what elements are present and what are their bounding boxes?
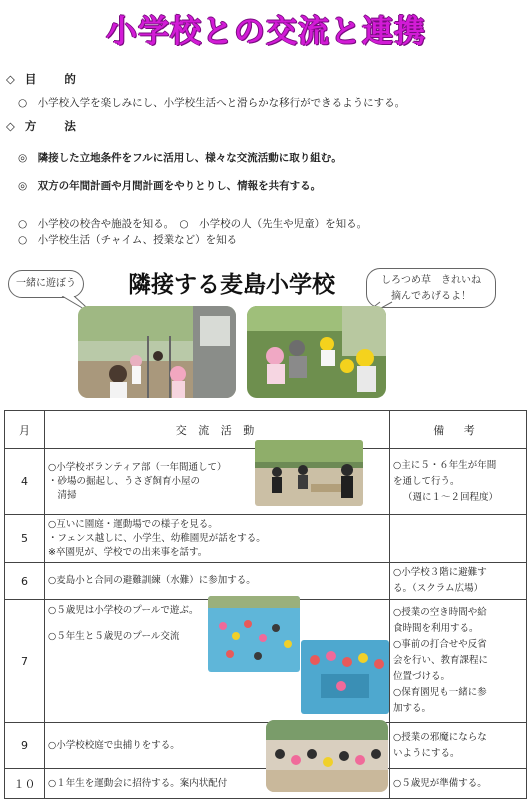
remarks-line: （週に１～２回程度） xyxy=(403,491,499,503)
method-item: ◎ 隣接した立地条件をフルに活用し、様々な交流活動に取り組む。 xyxy=(18,152,342,164)
method-item: ◎ 双方の年間計画や月間計画をやりとりし、情報を共有する。 xyxy=(18,180,322,192)
remarks-line: ○保育園児も一緒に参 xyxy=(393,687,487,698)
activity-line: ○５歳児は小学校のプールで遊ぶ。 xyxy=(48,605,199,616)
month-cell: 7 xyxy=(5,600,45,723)
remarks-line: 加する。 xyxy=(393,703,432,714)
remarks-cell xyxy=(390,723,527,769)
photo-children-at-fence-image xyxy=(78,306,236,398)
photo-clover-picking xyxy=(247,306,386,398)
activity-line: ○小学校ボランティア部（一年間通して） xyxy=(48,461,227,473)
purpose-item: ○ 小学校入学を楽しみにし、小学校生活へと滑らかな移行ができるようにする。 xyxy=(18,97,406,109)
method-heading-label: 方 法 xyxy=(24,119,88,133)
remarks-line: を通して行う。 xyxy=(393,475,460,487)
month-cell: 4 xyxy=(5,449,45,515)
photo-pool-play xyxy=(208,596,300,672)
activity-line: ○小学校校庭で虫捕りをする。 xyxy=(48,739,180,751)
photo-pool-exchange-image xyxy=(301,640,389,714)
photo-clover-picking-image xyxy=(247,306,386,398)
photo-sports-day xyxy=(266,720,388,792)
remarks-line: 食時間を利用する。 xyxy=(393,623,479,634)
remarks-cell xyxy=(390,449,527,515)
remarks-cell xyxy=(390,600,527,723)
photo-children-at-fence xyxy=(78,306,236,398)
method-heading xyxy=(6,118,88,134)
remarks-line: 会を行い、教育課程に xyxy=(393,655,489,666)
header-remarks: 備 考 xyxy=(390,411,527,449)
month-cell: 5 xyxy=(5,515,45,563)
speech-bubble-left-text: 一緒に遊ぼう xyxy=(16,278,76,289)
goal-item: ○ 小学校の校舎や施設を知る。 ○ 小学校の人（先生や児童）を知る。 xyxy=(18,218,368,230)
activity-cell xyxy=(45,563,390,600)
photo-pool-exchange xyxy=(301,640,389,714)
activity-line: ○１年生を運動会に招待する。案内状配付 xyxy=(48,777,228,789)
month-cell: 6 xyxy=(5,563,45,600)
month-cell: 9 xyxy=(5,723,45,769)
photo-sports-day-image xyxy=(266,720,388,792)
goal-item: ○ 小学校生活（チャイム、授業など）を知る xyxy=(18,234,238,246)
remarks-line: ○小学校３階に避難す xyxy=(393,567,487,578)
remarks-line: ○事前の打合せや反省 xyxy=(393,639,487,650)
remarks-cell xyxy=(390,515,527,563)
photo-sandpit-digging xyxy=(255,440,363,506)
remarks-line: ○５歳児が準備する。 xyxy=(393,777,487,789)
diamond-icon: ◇ xyxy=(6,72,15,86)
table-row xyxy=(5,515,527,563)
photo-sandpit-digging-image xyxy=(255,440,363,506)
remarks-line: ○授業の空き時間や給 xyxy=(393,607,487,618)
remarks-cell xyxy=(390,769,527,799)
remarks-line: いようにする。 xyxy=(393,747,460,759)
month-cell: １０ xyxy=(5,769,45,799)
speech-bubble-right-line: 摘んであげるよ！ xyxy=(391,291,471,302)
activity-line: ○麦島小と合同の避難訓練（水難）に参加する。 xyxy=(48,575,256,586)
remarks-cell xyxy=(390,563,527,600)
purpose-heading-label: 目 的 xyxy=(24,72,88,86)
remarks-line: ○主に５・６年生が年間 xyxy=(393,459,497,471)
page-title: 小学校との交流と連携 xyxy=(106,14,426,50)
activity-line: ○互いに園庭・運動場での様子を見る。 xyxy=(48,518,218,530)
remarks-line: 位置づける。 xyxy=(393,671,451,682)
activity-line: 清掃 xyxy=(48,489,77,501)
remarks-line: ○授業の邪魔にならな xyxy=(393,731,487,743)
header-activity: 交 流 活 動 xyxy=(45,411,390,449)
table-row xyxy=(5,563,527,600)
purpose-heading xyxy=(6,71,88,87)
school-name-heading: 隣接する麦島小学校 xyxy=(128,272,335,298)
photo-pool-play-image xyxy=(208,596,300,672)
activity-line: ※卒園児が、学校での出来事を話す。 xyxy=(48,546,208,558)
speech-bubble-right-line: しろつめ草 きれいね xyxy=(381,275,481,286)
activity-cell xyxy=(45,515,390,563)
diamond-icon: ◇ xyxy=(6,119,15,133)
activity-line: ・砂場の掘起し、うさぎ飼育小屋の xyxy=(48,475,201,487)
activity-line: ・フェンス越しに、小学生、幼稚園児が話をする。 xyxy=(48,532,266,544)
activity-line: ○５年生と５歳児のプール交流 xyxy=(48,631,180,642)
speech-bubble-left xyxy=(8,270,84,298)
remarks-line: る。（スクラム広場） xyxy=(393,583,484,594)
header-month: 月 xyxy=(5,411,45,449)
